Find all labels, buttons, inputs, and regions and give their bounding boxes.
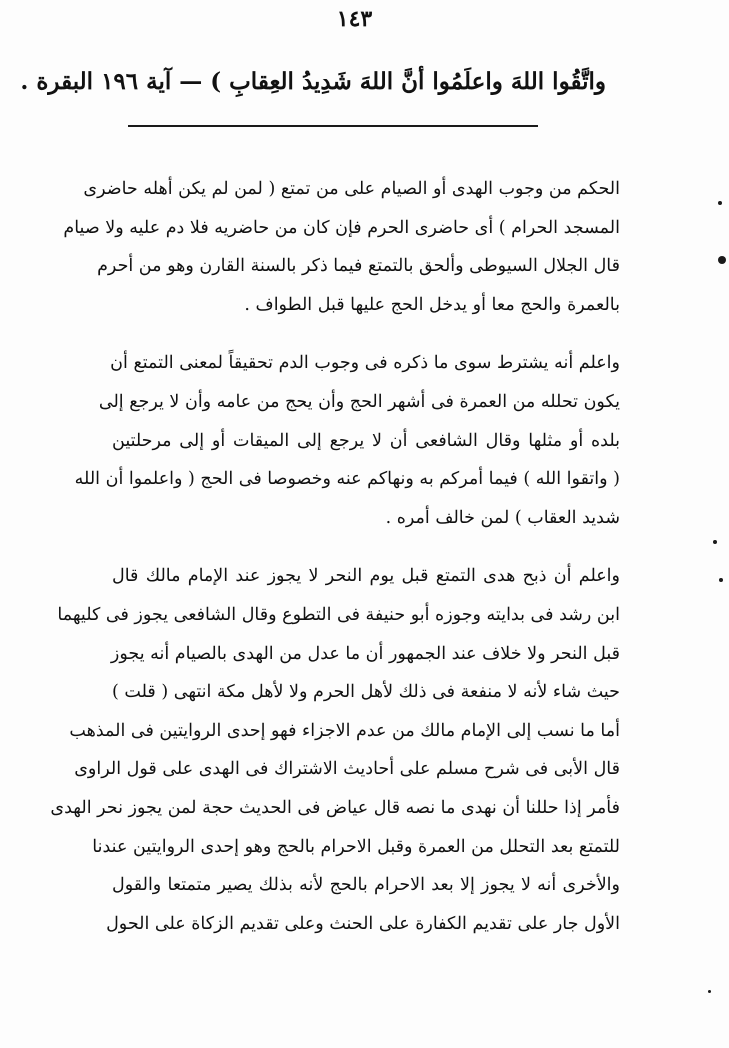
paragraph-3 bbox=[50, 557, 620, 943]
text-line: ابن رشد فى بدايته وجوزه أبو حنيفة فى التطوع وقال الشافعى يجوز فى كليهما bbox=[57, 604, 620, 625]
text-line: والأخرى أنه لا يجوز إلا بعد الاحرام بالحج لأنه بذلك يصير متمتعا والقول bbox=[112, 875, 620, 896]
paragraph-1 bbox=[63, 170, 620, 324]
text-line: بلده أو مثلها وقال الشافعى أن لا يرجع إلى الميقات أو إلى مرحلتين bbox=[112, 430, 620, 451]
text-line: قبل النحر ولا خلاف عند الجمهور أن ما عدل من الهدى بالصيام أنه يجوز bbox=[110, 643, 620, 664]
text-line: للتمتع بعد التحلل من العمرة وقبل الاحرام بالحج وهو إحدى الروايتين عندنا bbox=[92, 836, 620, 857]
text-line: الحكم من وجوب الهدى أو الصيام على من تمتع ( لمن لم يكن أهله حاضرى bbox=[83, 179, 620, 199]
scan-speck bbox=[718, 201, 722, 205]
scan-speck bbox=[719, 578, 723, 582]
scan-speck bbox=[718, 256, 726, 264]
text-line: حيث شاء لأنه لا منفعة فى ذلك لأهل الحرم ولا لأهل مكة انتهى ( قلت ) bbox=[112, 682, 620, 703]
text-line: قال الأبى فى شرح مسلم على أحاديث الاشتراك فى الهدى على قول الراوى bbox=[74, 759, 620, 780]
page-number: ١٤٣ bbox=[336, 6, 373, 32]
text-line: أما ما نسب إلى الإمام مالك من عدم الاجزاء فهو إحدى الروايتين فى المذهب bbox=[69, 720, 620, 741]
text-line: بالعمرة والحج معا أو يدخل الحج عليها قبل الطواف . bbox=[244, 294, 620, 315]
header-divider bbox=[128, 125, 538, 127]
text-line: شديد العقاب ) لمن خالف أمره . bbox=[385, 507, 620, 528]
text-line: يكون تحلله من العمرة فى أشهر الحج وأن يحج من عامه وأن لا يرجع إلى bbox=[98, 391, 620, 412]
text-line: الأول جار على تقديم الكفارة على الحنث وعلى تقديم الزكاة على الحول bbox=[106, 913, 620, 934]
text-line: قال الجلال السيوطى وألحق بالتمتع فيما ذكر بالسنة القارن وهو من أحرم bbox=[97, 256, 620, 277]
text-line: واعلم أنه يشترط سوى ما ذكره فى وجوب الدم تحقيقاً لمعنى التمتع أن bbox=[110, 353, 620, 374]
scan-speck bbox=[708, 990, 711, 993]
body-text bbox=[50, 170, 620, 943]
verse-header: واتَّقُوا اللهَ واعلَمُوا أنَّ اللهَ شَدِيدُ العِقابِ ) — آية ١٩٦ البقرة . bbox=[20, 68, 606, 95]
text-line: المسجد الحرام ) أى حاضرى الحرم فإن كان من حاضريه فلا دم عليه ولا صيام bbox=[63, 217, 620, 238]
scan-speck bbox=[713, 540, 717, 544]
text-line: واعلم أن ذبح هدى التمتع قبل يوم النحر لا يجوز عند الإمام مالك قال bbox=[112, 566, 620, 587]
text-line: ( واتقوا الله ) فيما أمركم به ونهاكم عنه وخصوصا فى الحج ( واعلموا أن الله bbox=[74, 469, 620, 490]
paragraph-2 bbox=[74, 344, 620, 537]
text-line: فأمر إذا حللنا أن نهدى ما نصه قال عياض فى الحديث حجة لمن يجوز نحر الهدى bbox=[50, 797, 620, 818]
